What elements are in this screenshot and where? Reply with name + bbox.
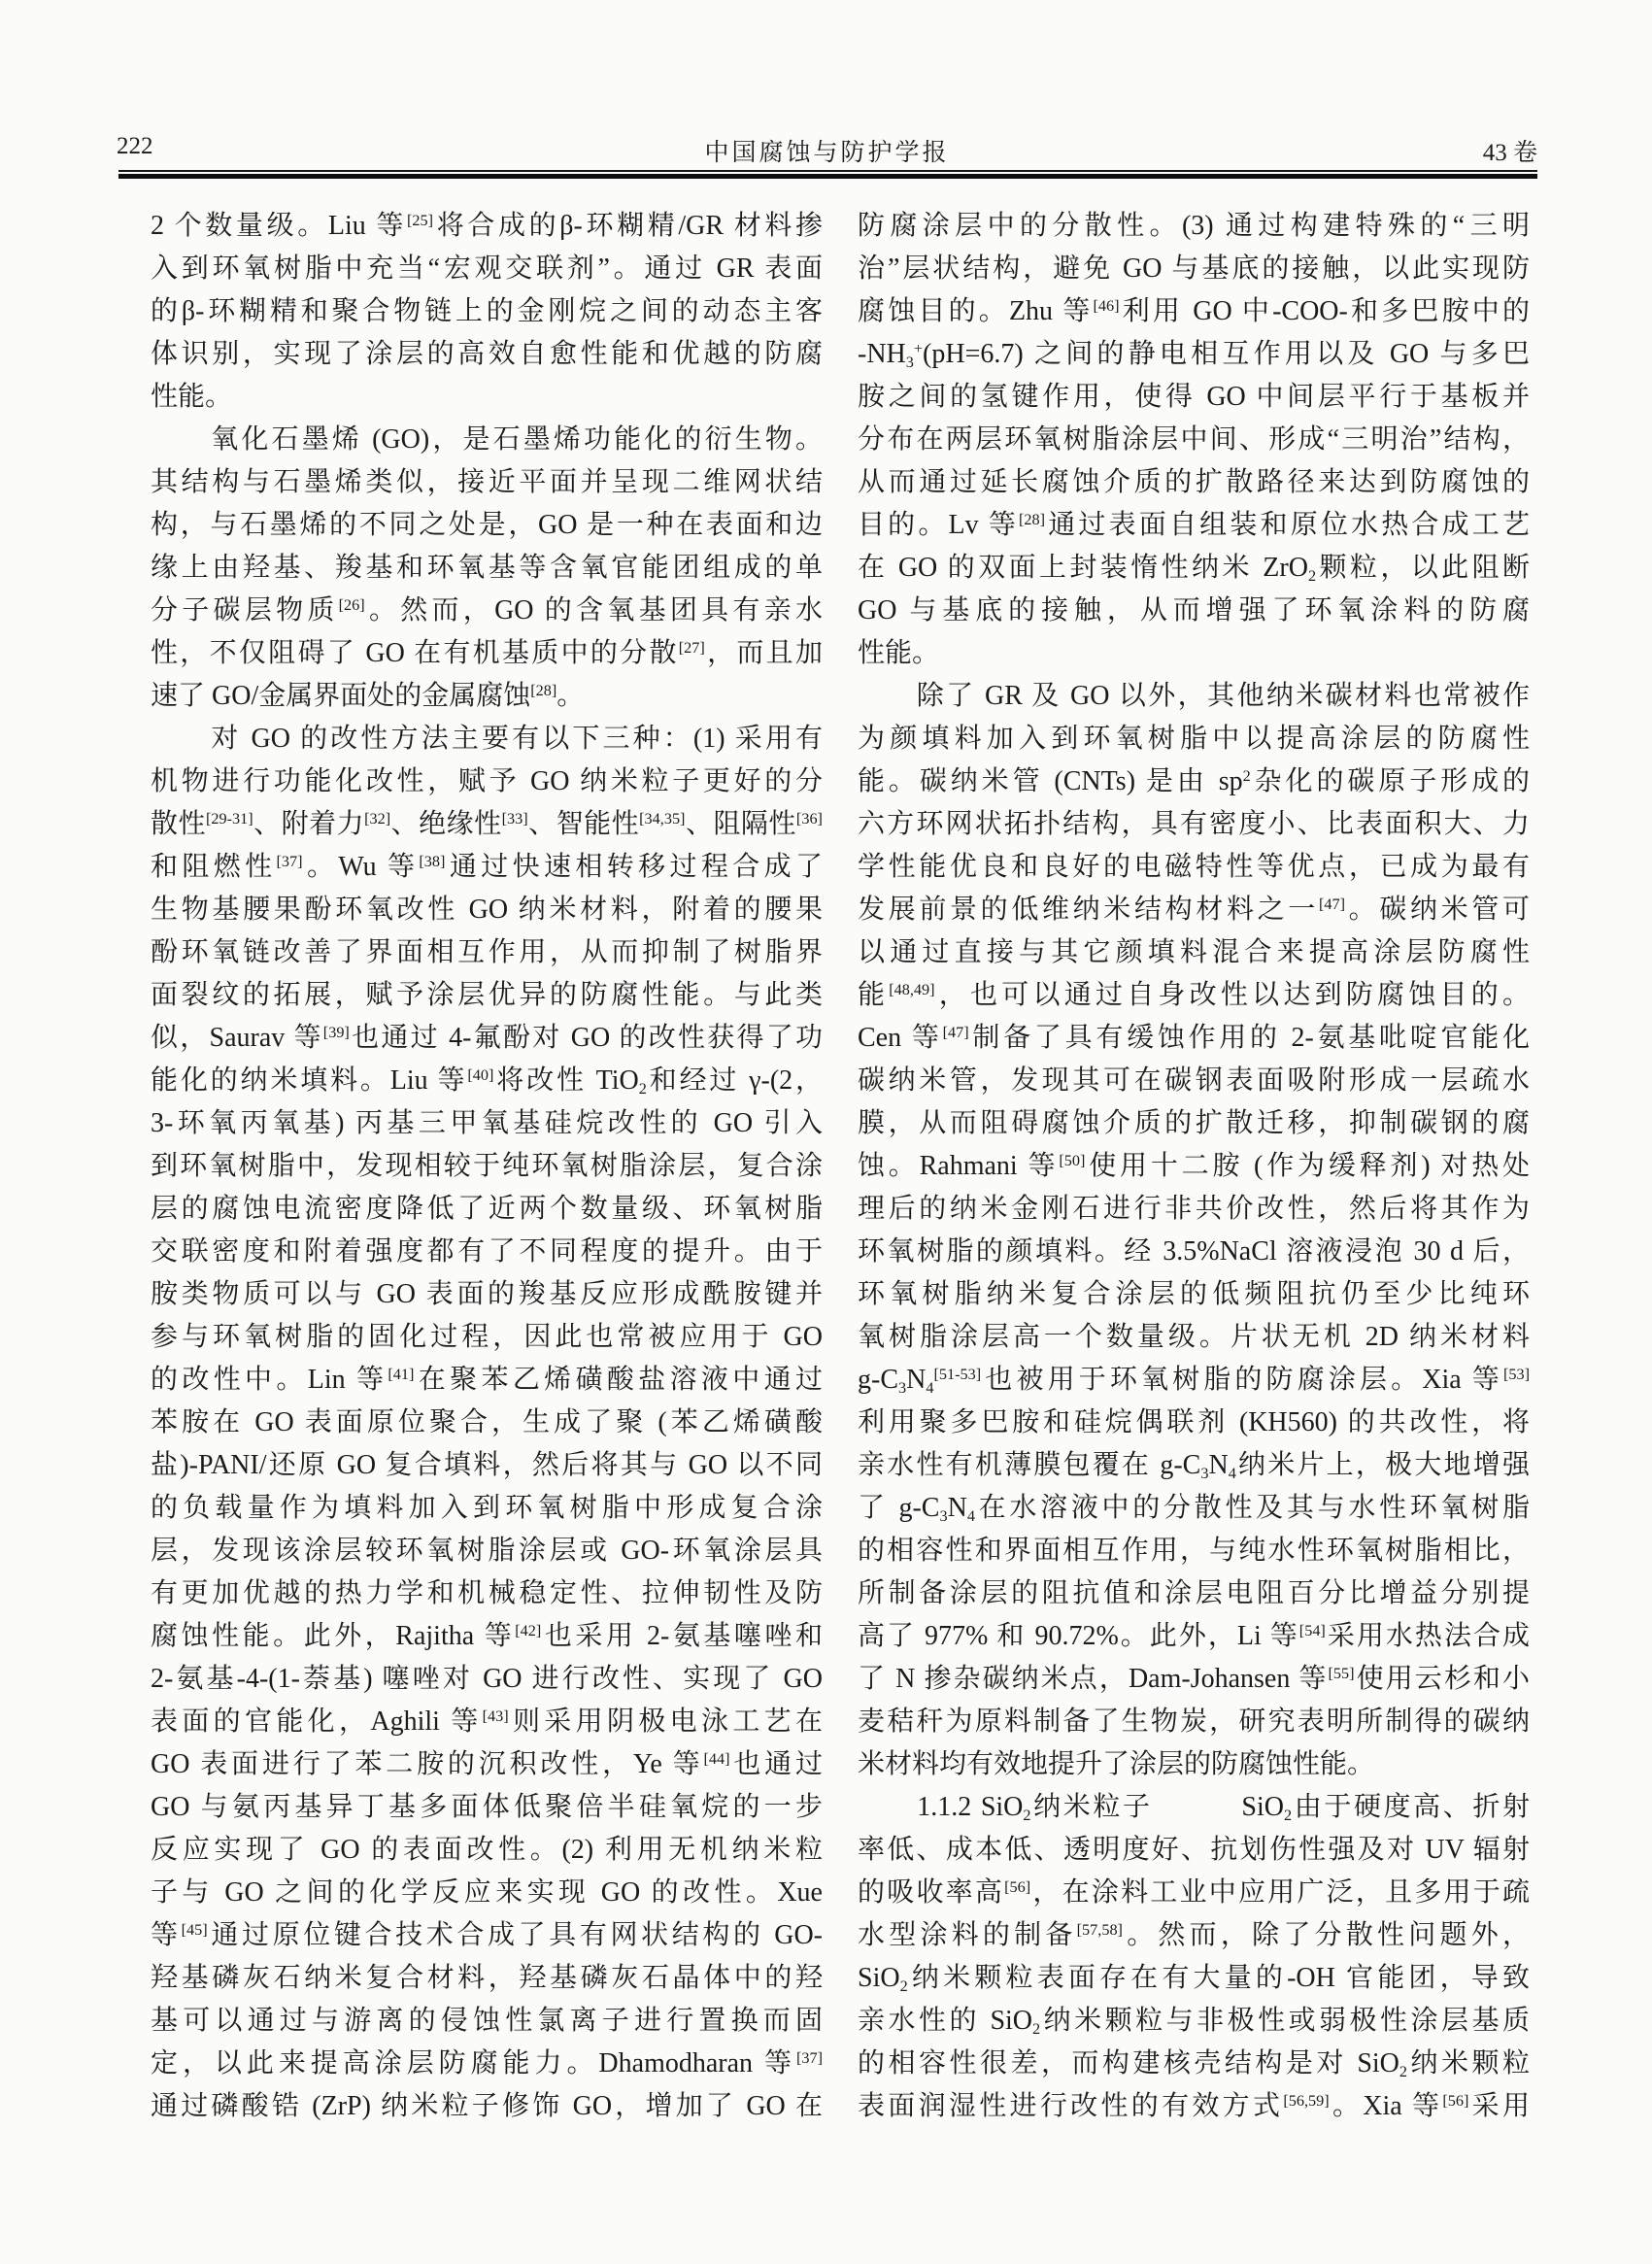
text-line: 层，发现该涂层较环氧树脂涂层或 GO-环氧涂层具 (151, 1536, 823, 1566)
header-rule-thick (118, 174, 1537, 179)
text-line: 在 GO 的双面上封装惰性纳米 ZrO$_2$颗粒，以此阻断 (858, 553, 1530, 585)
text-line: 能。碳纳米管 (CNTs) 是由 $sp^2$杂化的碳原子形成的 (858, 766, 1530, 796)
page-header (117, 133, 1537, 166)
text-line: 亲水性有机薄膜包覆在 $g-C_3N_4$纳米片上，极大地增强 (858, 1450, 1530, 1482)
text-line: 膜，从而阻碍腐蚀介质的扩散迁移，抑制碳钢的腐 (858, 1108, 1530, 1138)
text-line: GO 与基底的接触，从而增强了环氧涂料的防腐 (858, 595, 1530, 625)
header-rule (118, 170, 1537, 179)
text-line: 环氧树脂纳米复合涂层的低频阻抗仍至少比纯环 (858, 1279, 1530, 1309)
text-line: 高了 977% 和 90.72%。此外，Li 等[54]采用水热法合成 (858, 1621, 1530, 1651)
text-line: 2-氨基-4-(1-萘基) 噻唑对 GO 进行改性、实现了 GO (151, 1664, 823, 1694)
text-line: 以通过直接与其它颜填料混合来提高涂层防腐性 (858, 937, 1530, 967)
text-line: GO 表面进行了苯二胺的沉积改性，Ye 等[44]也通过 (151, 1749, 823, 1779)
text-line: 面裂纹的拓展，赋予涂层优异的防腐性能。与此类 (151, 980, 823, 1010)
text-line: 学性能优良和良好的电磁特性等优点，已成为最有 (858, 852, 1530, 882)
text-line: 环氧树脂的颜填料。经 3.5%NaCl 溶液浸泡 30 d 后， (858, 1236, 1530, 1267)
text-line: 碳纳米管，发现其可在碳钢表面吸附形成一层疏水 (858, 1065, 1530, 1096)
text-line: 率低、成本低、透明度好、抗划伤性强及对 UV 辐射 (858, 1835, 1530, 1865)
text-line: 机物进行功能化改性，赋予 GO 纳米粒子更好的分 (151, 766, 823, 796)
text-line: 所制备涂层的阻抗值和涂层电阻百分比增益分别提 (858, 1578, 1530, 1608)
right-column (858, 205, 1530, 2128)
text-line: 性能。 (151, 382, 233, 412)
text-line: 参与环氧树脂的固化过程，因此也常被应用于 GO (151, 1322, 823, 1352)
page-number: 222 (117, 133, 153, 159)
text-line: 定，以此来提高涂层防腐能力。Dhamodharan 等[37] (151, 2048, 823, 2078)
text-line: 腐蚀目的。Zhu 等[46]利用 GO 中-COO-和多巴胺中的 (858, 296, 1530, 326)
text-line: 其结构与石墨烯类似，接近平面并呈现二维网状结 (151, 467, 823, 497)
text-line: 胺类物质可以与 GO 表面的羧基反应形成酰胺键并 (151, 1279, 823, 1309)
text-line: 表面润湿性进行改性的有效方式[56,59]。Xia 等[56]采用 (858, 2091, 1530, 2121)
text-line: 治”层状结构，避免 GO 与基底的接触，以此实现防 (858, 253, 1530, 284)
text-line: 层的腐蚀电流密度降低了近两个数量级、环氧树脂 (151, 1194, 823, 1224)
text-line: 构，与石墨烯的不同之处是，GO 是一种在表面和边 (151, 510, 823, 540)
text-line: 子与 GO 之间的化学反应来实现 GO 的改性。Xue (151, 1877, 823, 1908)
text-line: 胺之间的氢键作用，使得 GO 中间层平行于基板并 (858, 382, 1530, 412)
text-line: 的相容性很差，而构建核壳结构是对 SiO$_2$纳米颗粒 (858, 2048, 1530, 2080)
text-line: 交联密度和附着强度都有了不同程度的提升。由于 (151, 1236, 823, 1267)
text-line: 2 个数量级。Liu 等[25]将合成的β-环糊精/GR 材料掺 (151, 211, 823, 241)
header-rule-thin (118, 170, 1537, 172)
text-line: 和阻燃性[37]。Wu 等[38]通过快速相转移过程合成了 (151, 852, 823, 882)
text-line: 水型涂料的制备[57,58]。然而，除了分散性问题外， (858, 1920, 1530, 1950)
text-line: 的β-环糊精和聚合物链上的金刚烷之间的动态主客 (151, 296, 823, 326)
text-line: 从而通过延长腐蚀介质的扩散路径来达到防腐蚀的 (858, 467, 1530, 497)
text-line: 分布在两层环氧树脂涂层中间、形成“三明治”结构， (858, 424, 1530, 455)
text-line: 麦秸秆为原料制备了生物炭，研究表明所制得的碳纳 (858, 1706, 1530, 1737)
text-line: 防腐涂层中的分散性。(3) 通过构建特殊的“三明 (858, 211, 1530, 241)
text-line: 体识别，实现了涂层的高效自愈性能和优越的防腐 (151, 339, 823, 369)
text-line: 入到环氧树脂中充当“宏观交联剂”。通过 GR 表面 (151, 253, 823, 284)
text-line: 的相容性和界面相互作用，与纯水性环氧树脂相比， (858, 1536, 1530, 1566)
text-line: 利用聚多巴胺和硅烷偶联剂 (KH560) 的共改性，将 (858, 1407, 1530, 1437)
text-line: 有更加优越的热力学和机械稳定性、拉伸韧性及防 (151, 1578, 823, 1608)
text-line: 盐)-PANI/还原 GO 复合填料，然后将其与 GO 以不同 (151, 1450, 823, 1480)
text-line: 对 GO 的改性方法主要有以下三种：(1) 采用有 (151, 724, 823, 754)
text-line: 的改性中。Lin 等[41]在聚苯乙烯磺酸盐溶液中通过 (151, 1365, 823, 1395)
text-line: 能[48,49]，也可以通过自身改性以达到防腐蚀目的。 (858, 980, 1530, 1010)
volume-label: 43 卷 (1482, 140, 1537, 166)
text-line: 苯胺在 GO 表面原位聚合，生成了聚 (苯乙烯磺酸 (151, 1407, 823, 1437)
text-line: 蚀。Rahmani 等[50]使用十二胺 (作为缓释剂) 对热处 (858, 1151, 1531, 1181)
text-line: 表面的官能化，Aghili 等[43]则采用阴极电泳工艺在 (151, 1706, 823, 1737)
text-line: SiO$_2$纳米颗粒表面存在有大量的-OH 官能团，导致 (858, 1963, 1530, 1995)
text-line: Cen 等[47]制备了具有缓蚀作用的 2-氨基吡啶官能化 (858, 1023, 1531, 1053)
text-line: 性，不仅阻碍了 GO 在有机基质中的分散[27]，而且加 (151, 638, 823, 668)
text-line: 亲水性的 SiO$_2$纳米颗粒与非极性或弱极性涂层基质 (858, 2006, 1530, 2038)
text-line: 速了 GO/金属界面处的金属腐蚀[28]。 (151, 681, 585, 711)
text-line: 分子碳层物质[26]。然而，GO 的含氧基团具有亲水 (151, 595, 823, 625)
text-line: 反应实现了 GO 的表面改性。(2) 利用无机纳米粒 (151, 1835, 823, 1865)
text-line: 米材料均有效地提升了涂层的防腐蚀性能。 (858, 1749, 1375, 1779)
text-line: 性能。 (858, 638, 940, 668)
text-line: 氧树脂涂层高一个数量级。片状无机 2D 纳米材料 (858, 1322, 1530, 1352)
text-line: 3-环氧丙氧基) 丙基三甲氧基硅烷改性的 GO 引入 (151, 1108, 823, 1138)
text-line: 理后的纳米金刚石进行非共价改性，然后将其作为 (858, 1194, 1530, 1224)
text-line: 羟基磷灰石纳米复合材料，羟基磷灰石晶体中的羟 (151, 1963, 823, 1993)
text-line: 缘上由羟基、羧基和环氧基等含氧官能团组成的单 (151, 553, 823, 583)
text-line: 散性[29-31]、附着力[32]、绝缘性[33]、智能性[34,35]、阻隔性[36] (151, 809, 823, 839)
text-line: 能化的纳米填料。Liu 等[40]将改性 TiO$_2$和经过 γ-(2， (151, 1065, 823, 1098)
text-line: GO 与氨丙基异丁基多面体低聚倍半硅氧烷的一步 (151, 1792, 823, 1822)
text-line: 生物基腰果酚环氧改性 GO 纳米材料，附着的腰果 (151, 895, 823, 925)
text-line: 等[45]通过原位键合技术合成了具有网状结构的 GO- (151, 1920, 823, 1950)
text-line: 了 N 掺杂碳纳米点，Dam-Johansen 等[55]使用云杉和小 (858, 1664, 1530, 1694)
text-line: 目的。Lv 等[28]通过表面自组装和原位水热合成工艺 (858, 510, 1530, 540)
text-line: 为颜填料加入到环氧树脂中以提高涂层的防腐性 (858, 724, 1530, 754)
text-line: 氧化石墨烯 (GO)，是石墨烯功能化的衍生物。 (151, 424, 823, 455)
text-line: $-NH_3^+(pH=6.7)$ 之间的静电相互作用以及 GO 与多巴 (858, 339, 1530, 371)
text-line: 了 $g-C_3N_4$在水溶液中的分散性及其与水性环氧树脂 (858, 1493, 1530, 1525)
text-line: 通过磷酸锆 (ZrP) 纳米粒子修饰 GO，增加了 GO 在 (151, 2091, 823, 2121)
text-line: 的负载量作为填料加入到环氧树脂中形成复合涂 (151, 1493, 823, 1523)
text-line: 的吸收率高[56]，在涂料工业中应用广泛，且多用于疏 (858, 1877, 1530, 1908)
text-line: 酚环氧链改善了界面相互作用，从而抑制了树脂界 (151, 937, 823, 967)
journal-title: 中国腐蚀与防护学报 (704, 140, 950, 166)
text-line: 除了 GR 及 GO 以外，其他纳米碳材料也常被作 (858, 681, 1530, 711)
left-column (151, 205, 823, 2128)
text-line: 到环氧树脂中，发现相较于纯环氧树脂涂层，复合涂 (151, 1151, 823, 1181)
text-line: 1.1.2 SiO$_2$纳米粒子 SiO$_2$由于硬度高、折射 (858, 1792, 1530, 1824)
text-line: 似，Saurav 等[39]也通过 4-氟酚对 GO 的改性获得了功 (151, 1023, 823, 1053)
text-line: 基可以通过与游离的侵蚀性氯离子进行置换而固 (151, 2006, 823, 2036)
text-line: $g-C_3N_4[51-53]$也被用于环氧树脂的防腐涂层。Xia 等[53] (858, 1365, 1530, 1397)
text-line: 六方环网状拓扑结构，具有密度小、比表面积大、力 (858, 809, 1530, 839)
text-line: 发展前景的低维纳米结构材料之一[47]。碳纳米管可 (858, 895, 1530, 925)
text-line: 腐蚀性能。此外，Rajitha 等[42]也采用 2-氨基噻唑和 (151, 1621, 823, 1651)
